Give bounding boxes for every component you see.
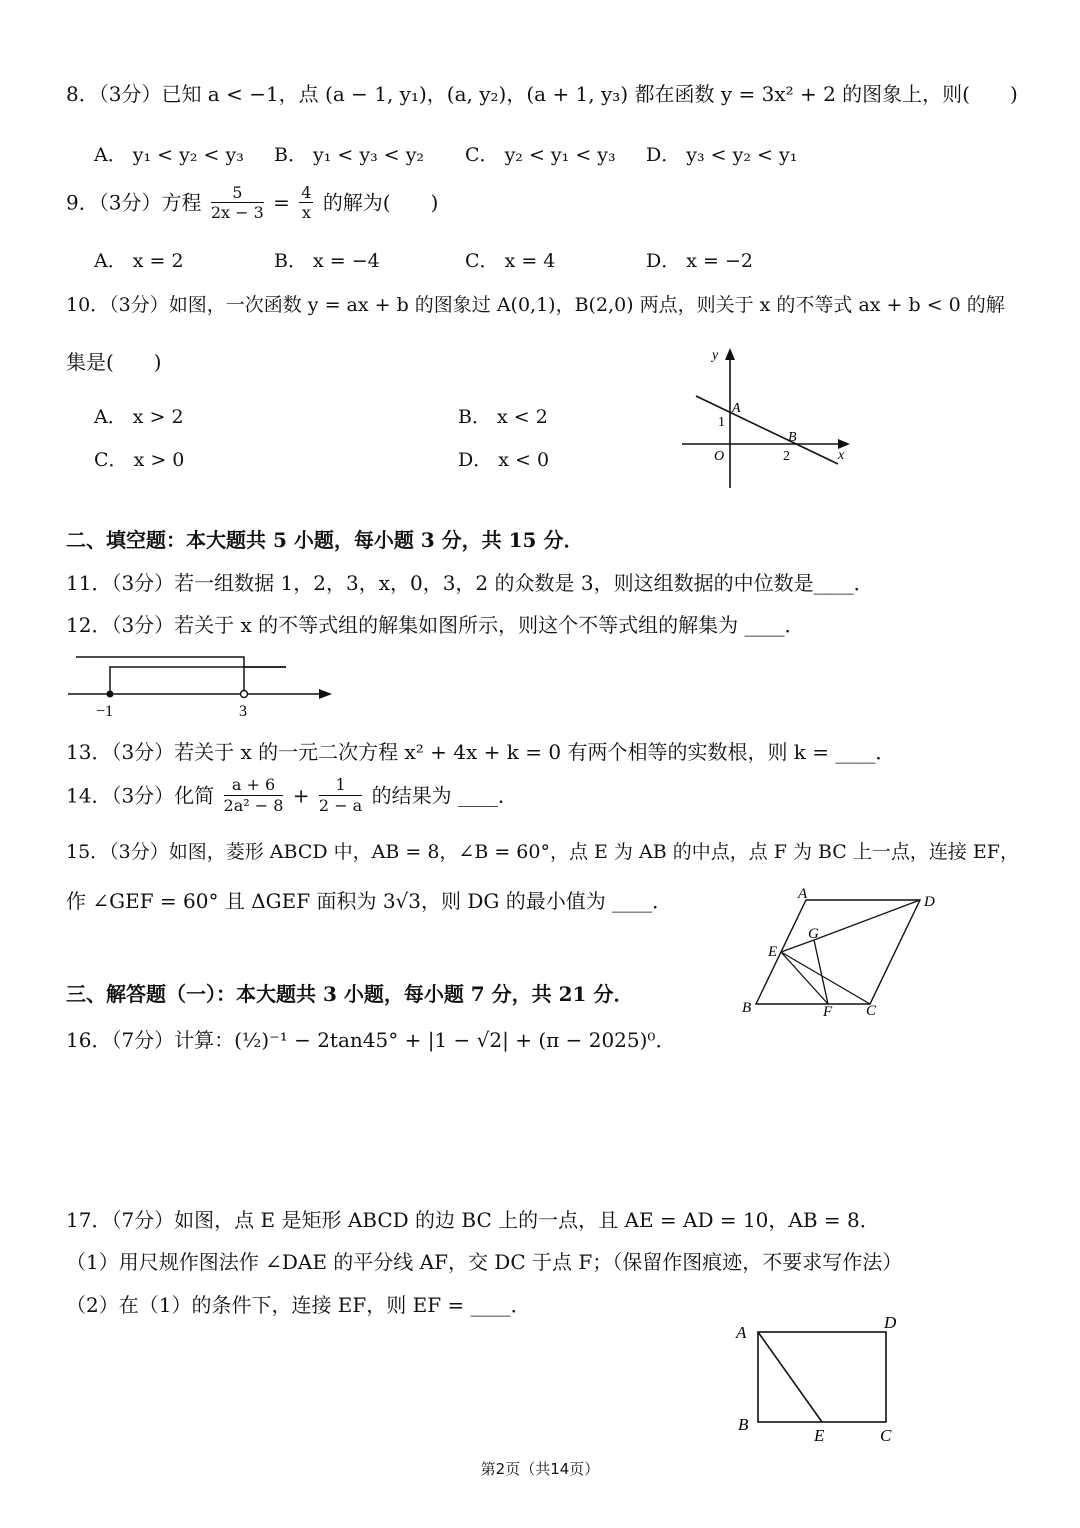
q10-y-arrow-icon [725,348,735,360]
q12-arrow-icon [319,689,332,699]
q10-label-2: 2 [783,449,790,464]
q15-rhombus-figure [736,884,946,1022]
q14-stem-before: 14．（3分）化简 [66,783,215,808]
q12-solution-bracket-right [76,657,244,694]
q12-number-line-figure [64,650,344,722]
q9-option-b: B． x = −4 [274,250,380,272]
q10-option-c: C． x > 0 [94,449,185,471]
q8-option-a: A． y₁ < y₂ < y₃ [94,144,244,166]
q15-label-c: C [866,1003,877,1019]
q8-stem: 8．（3分）已知 a < −1，点 (a − 1, y₁)，(a, y₂)，(a + 1, y₃) 都在函数 y = 3x² + 2 的图象上，则( ) [66,82,1018,106]
q15-label-b: B [742,1000,752,1016]
q14-frac1-den: 2a² − 8 [223,796,284,815]
q15-label-f: F [823,1004,833,1020]
q9-stem-before: 9．（3分）方程 [66,190,202,215]
q8-option-d: D． y₃ < y₂ < y₁ [646,144,798,166]
q17-label-a: A [736,1323,747,1342]
q15-segment-ec [781,952,870,1004]
q12-solution-bracket-left [110,667,286,694]
q14-plus: + [292,783,310,808]
q17-stem: 17．（7分）如图，点 E 是矩形 ABCD 的边 BC 上的一点，且 AE = AD = 10，AB = 8． [66,1208,880,1232]
q9-frac1-den: 2x − 3 [210,203,264,222]
q9-equals: = [273,190,290,215]
q17-label-b: B [738,1415,749,1434]
q15-segment-ef [781,952,828,1004]
section-2-heading: 二、填空题：本大题共 5 小题，每小题 3 分，共 15 分． [66,528,584,552]
q9-option-c: C． x = 4 [465,250,556,272]
q9-option-a: A． x = 2 [94,250,184,272]
q12-closed-dot [107,691,114,698]
page-footer: 第2页（共14页） [480,1460,600,1478]
q9-frac1-num: 5 [211,183,264,203]
q12-label-3: 3 [239,703,247,720]
q17-part1: （1）用尺规作图法作 ∠DAE 的平分线 AF，交 DC 于点 F；（保留作图痕迹，不要求写作法） [66,1250,903,1274]
q10-graph-figure [676,340,856,492]
q16-stem: 16．（7分）计算：(½)⁻¹ − 2tan45° + |1 − √2| + (π − 2025)⁰． [66,1028,676,1052]
q8-option-b: B． y₁ < y₃ < y₂ [274,144,425,166]
q15-stem-line2: 作 ∠GEF = 60° 且 ΔGEF 面积为 3√3，则 DG 的最小值为 ____． [66,889,673,913]
q10-option-d: D． x < 0 [458,449,550,471]
q14-frac2-den: 2 − a [318,796,363,815]
q14-frac1-num: a + 6 [224,775,284,796]
q17-label-d: D [884,1313,897,1332]
q9-fraction-2 [299,183,313,222]
q15-stem-line1: 15．（3分）如图，菱形 ABCD 中，AB = 8，∠B = 60°，点 E 为 AB 的中点，点 F 为 BC 上一点，连接 EF， [66,841,1019,863]
q14-stem [66,775,518,829]
q10-label-o: O [714,449,725,464]
q10-label-1: 1 [718,415,725,430]
q12-label-minus1: −1 [96,703,114,720]
q10-label-b: B [788,430,797,445]
q10-stem-line1: 10．（3分）如图，一次函数 y = ax + b 的图象过 A(0,1)，B(2,0) 两点，则关于 x 的不等式 ax + b < 0 的解 [66,294,1005,316]
q9-frac2-den: x [301,203,311,222]
q15-label-d: D [924,894,935,910]
q15-rhombus [756,900,920,1004]
q13-stem: 13．（3分）若关于 x 的一元二次方程 x² + 4x + k = 0 有两个相等的实数根，则 k = ____． [66,740,896,764]
q17-rectangle-figure [730,1310,910,1450]
q14-fraction-1 [224,775,284,816]
q9-fraction-1 [211,183,264,222]
q15-label-e: E [768,944,778,960]
q17-rectangle [758,1332,886,1422]
q9-stem-after: 的解为( ) [322,190,439,215]
q9-stem [66,183,438,233]
q15-label-g: G [808,926,819,942]
q15-label-a: A [798,886,808,902]
q17-segment-ae [758,1332,822,1422]
q9-frac2-num: 4 [301,183,312,202]
q12-stem: 12．（3分）若关于 x 的不等式组的解集如图所示，则这个不等式组的解集为 ____． [66,613,805,637]
q8-option-c: C． y₂ < y₁ < y₃ [465,144,616,166]
q17-label-e: E [814,1426,825,1445]
q12-open-dot [241,691,248,698]
q14-frac2-num: 1 [319,775,362,796]
q9-option-d: D． x = −2 [646,250,753,272]
q14-stem-after: 的结果为 ____． [371,783,518,808]
q10-option-b: B． x < 2 [458,406,548,428]
section-3-heading: 三、解答题（一）：本大题共 3 小题，每小题 7 分，共 21 分． [66,982,634,1006]
q10-option-a: A． x > 2 [94,406,184,428]
q10-stem-line2: 集是( ) [66,350,162,374]
q17-label-c: C [880,1426,892,1445]
q14-fraction-2 [319,775,362,816]
q17-part2: （2）在（1）的条件下，连接 EF，则 EF = ____． [66,1293,531,1317]
q11-stem: 11．（3分）若一组数据 1，2，3，x，0，3，2 的众数是 3，则这组数据的中位数是____． [66,571,874,595]
q10-label-y: y [712,348,719,363]
q10-label-a: A [732,401,741,416]
q10-label-x: x [838,448,845,463]
